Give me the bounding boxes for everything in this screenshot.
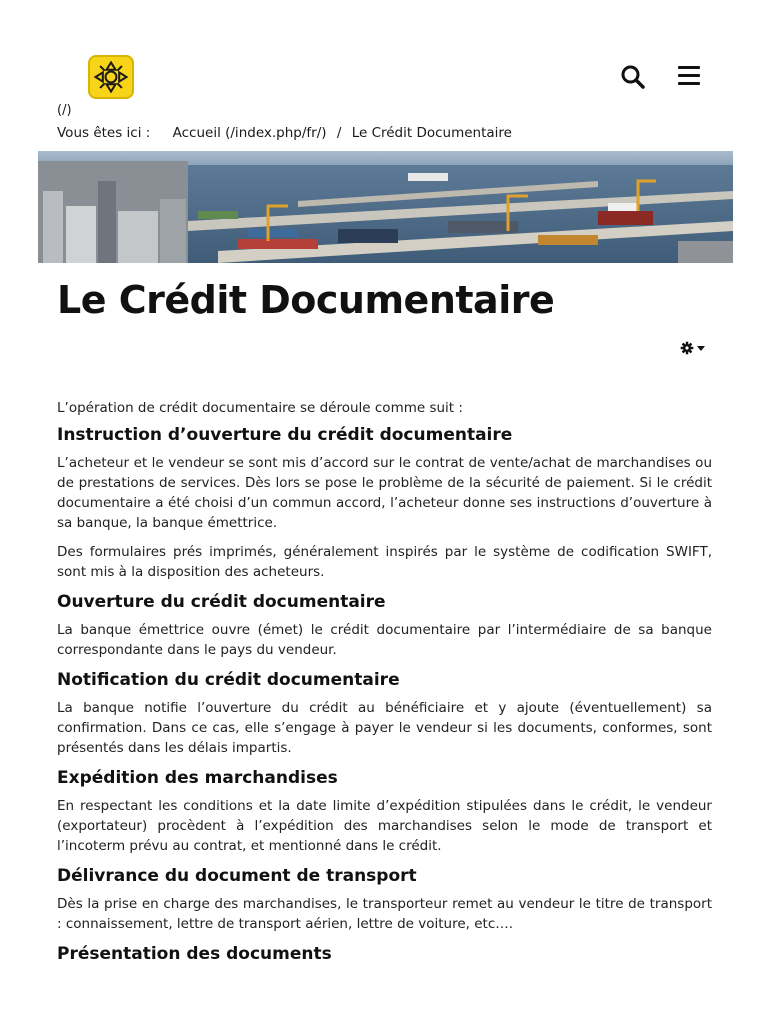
section-heading: Expédition des marchandises	[57, 768, 338, 788]
breadcrumb-home-link[interactable]: Accueil (/index.php/fr/)	[172, 125, 327, 141]
breadcrumb-separator: /	[336, 125, 342, 141]
page-banner-image	[38, 151, 733, 263]
section-paragraph: En respectant les conditions et la date limite d’expédition stipulées dans le crédit, le vendeur (exportateur) procèdent à l’expédition des marchandises selon le mode de transport et l’incoterm prévu au contrat, et mentionné dans le crédit.	[57, 798, 712, 854]
section-paragraph: La banque notifie l’ouverture du crédit au bénéficiaire et y ajoute (éventuellement) sa confirmation. Dans ce cas, elle s’engage à payer le vendeur si les documents, conformes, sont présentés dans les délais impartis.	[57, 700, 712, 756]
section-heading: Présentation des documents	[57, 944, 332, 964]
breadcrumb-prefix: Vous êtes ici :	[57, 125, 151, 141]
section-paragraph: La banque émettrice ouvre (émet) le crédit documentaire par l’intermédiaire de sa banque correspondante dans le pays du vendeur.	[57, 622, 712, 658]
article-tools-button[interactable]	[680, 340, 710, 356]
breadcrumb-current: Le Crédit Documentaire	[351, 125, 512, 141]
article-intro: L’opération de crédit documentaire se déroule comme suit :	[57, 400, 463, 416]
logo-icon	[90, 57, 132, 97]
caret-down-icon	[697, 346, 705, 351]
section-paragraph: Des formulaires prés imprimés, généralement inspirés par le système de codification SWIFT, sont mis à la disposition des acheteurs.	[57, 544, 712, 580]
section-paragraph: L’acheteur et le vendeur se sont mis d’accord sur le contrat de vente/achat de marchandises ou de prestations de services. Dès lors se pose le problème de la sécurité de paiement. Si le crédit documentaire a été choisi d’un commun accord, l’acheteur donne ses instructions d’ouverture à sa banque, la banque émettrice.	[57, 455, 712, 531]
search-icon[interactable]	[620, 64, 646, 90]
article-body	[57, 398, 712, 972]
gear-icon	[680, 341, 694, 355]
breadcrumb	[57, 125, 512, 141]
section-heading: Délivrance du document de transport	[57, 866, 417, 886]
site-logo[interactable]	[88, 55, 134, 99]
section-heading: Instruction d’ouverture du crédit documentaire	[57, 425, 513, 445]
home-link[interactable]: (/)	[57, 103, 72, 118]
section-heading: Notification du crédit documentaire	[57, 670, 400, 690]
section-heading: Ouverture du crédit documentaire	[57, 592, 386, 612]
page-title: Le Crédit Documentaire	[57, 278, 555, 322]
section-paragraph: Dès la prise en charge des marchandises, le transporteur remet au vendeur le titre de transport : connaissement, lettre de transport aérien, lettre de voiture, etc….	[57, 896, 712, 932]
menu-icon[interactable]	[678, 66, 700, 86]
